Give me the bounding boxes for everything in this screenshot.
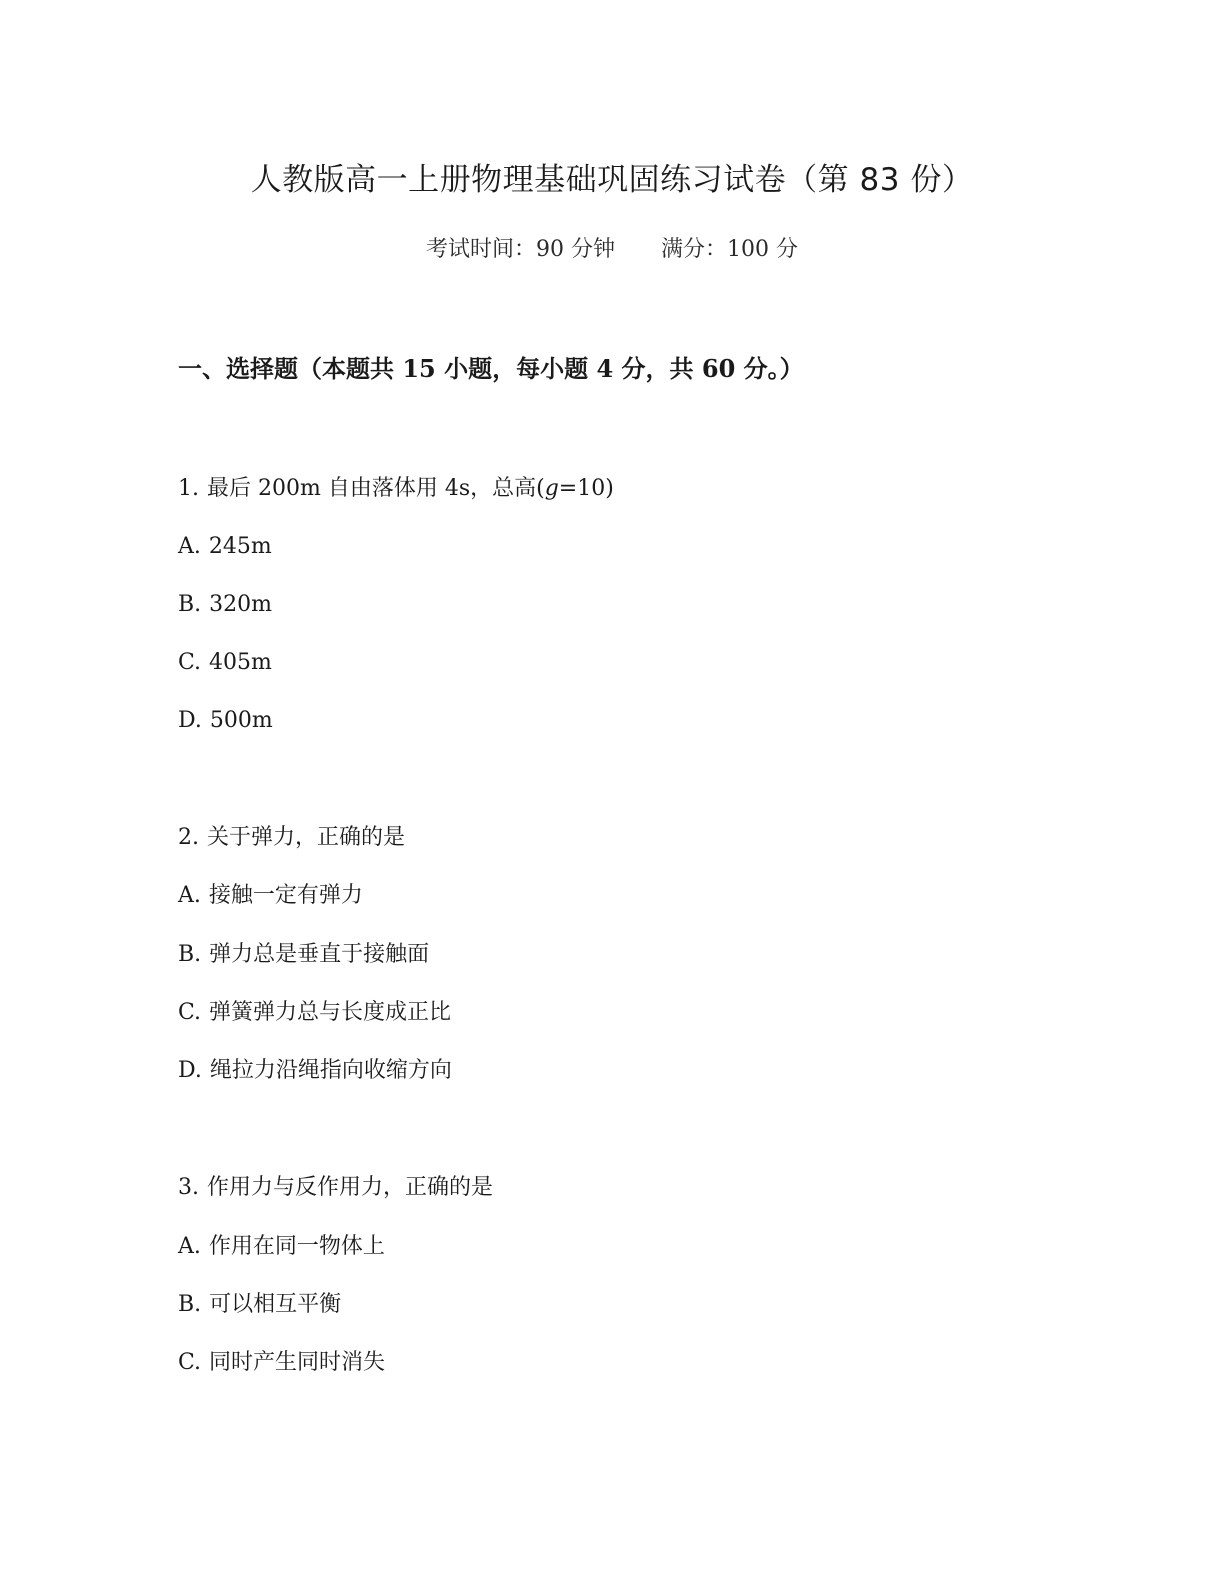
question-number: 2.: [178, 825, 199, 850]
option-1b: [178, 589, 272, 621]
option-2d: [178, 1055, 452, 1087]
question-2: [178, 822, 405, 854]
option-letter: A.: [178, 534, 201, 559]
option-text: 320m: [209, 592, 273, 617]
option-text: 作用在同一物体上: [208, 1234, 385, 1259]
exam-time: 考试时间：90 分钟: [426, 237, 615, 262]
question-number: 3.: [178, 1175, 199, 1200]
gravity-symbol: g: [544, 476, 559, 501]
option-letter: D.: [178, 708, 202, 733]
section-heading: 一、选择题（本题共 15 小题，每小题 4 分，共 60 分。）: [178, 354, 804, 383]
option-letter: C.: [178, 1350, 202, 1375]
option-1d: [178, 705, 273, 737]
option-2a: [178, 880, 363, 912]
question-text: 关于弹力，正确的是: [207, 825, 406, 850]
question-text: 作用力与反作用力，正确的是: [207, 1175, 494, 1200]
option-1a: [178, 531, 272, 563]
exam-score: 满分：100 分: [661, 237, 798, 262]
option-letter: B.: [178, 942, 202, 967]
question-3: [178, 1172, 493, 1204]
option-text: 405m: [209, 650, 272, 675]
option-3b: [178, 1289, 341, 1321]
option-text: 可以相互平衡: [209, 1292, 342, 1317]
option-text: 接触一定有弹力: [208, 883, 363, 908]
exam-meta: [0, 234, 1224, 266]
option-text: 弹簧弹力总与长度成正比: [209, 1000, 452, 1025]
option-letter: D.: [178, 1058, 202, 1083]
option-2c: [178, 997, 451, 1029]
option-letter: B.: [178, 592, 202, 617]
option-text: 弹力总是垂直于接触面: [209, 942, 430, 967]
option-text: 245m: [208, 534, 272, 559]
question-text-tail: =10): [558, 476, 614, 501]
option-letter: C.: [178, 1000, 202, 1025]
option-text: 绳拉力沿绳指向收缩方向: [209, 1058, 452, 1083]
question-text: 最后 200m 自由落体用 4s，总高(: [207, 476, 545, 501]
option-2b: [178, 939, 429, 971]
option-letter: A.: [178, 883, 201, 908]
option-3a: [178, 1231, 385, 1263]
option-letter: A.: [178, 1234, 201, 1259]
option-text: 同时产生同时消失: [209, 1350, 386, 1375]
question-1: [178, 473, 614, 505]
option-letter: C.: [178, 650, 202, 675]
question-number: 1.: [178, 476, 199, 501]
exam-title: 人教版高一上册物理基础巩固练习试卷（第 83 份）: [250, 162, 974, 198]
option-text: 500m: [209, 708, 273, 733]
option-1c: [178, 647, 272, 679]
option-letter: B.: [178, 1292, 202, 1317]
option-3c: [178, 1347, 385, 1379]
